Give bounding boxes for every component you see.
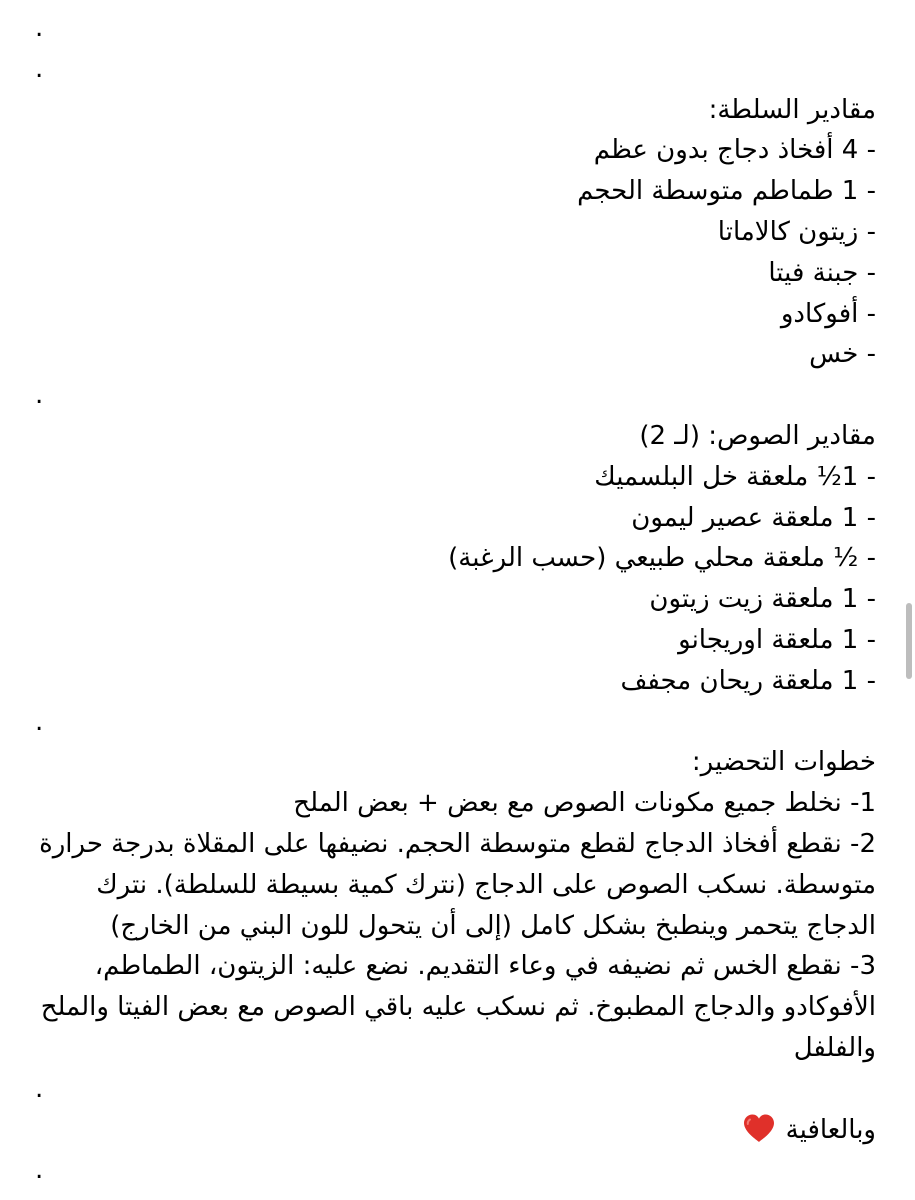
salad-item: - زيتون كالاماتا	[717, 216, 876, 247]
salad-item: - 4 أفخاذ دجاج بدون عظم	[593, 135, 876, 166]
sauce-item: - 1½ ملعقة خل البلسميك	[594, 461, 876, 492]
separator-dot: .	[35, 380, 44, 411]
closing-line	[30, 1110, 876, 1151]
salad-item: - جبنة فيتا	[768, 257, 876, 288]
separator-dot: .	[35, 1073, 44, 1104]
scrollbar[interactable]	[906, 603, 912, 679]
separator-dot: .	[35, 706, 44, 737]
salad-item: - 1 طماطم متوسطة الحجم	[577, 176, 876, 207]
step-item: 2- نقطع أفخاذ الدجاج لقطع متوسطة الحجم. نضيفها على المقلاة بدرجة حرارة متوسطة. نسكب الصوص على الدجاج (نترك كمية بسيطة للسلطة). نترك الدجاج يتحمر وينطبخ بشكل كامل (إلى أن يتحول للون البني من الخارج)	[39, 828, 876, 941]
sauce-item: - 1 ملعقة ريحان مجفف	[620, 665, 876, 696]
salad-heading: مقادير السلطة:	[708, 94, 876, 125]
step-item: 1- نخلط جميع مكونات الصوص مع بعض + بعض الملح	[293, 788, 876, 819]
sauce-item: - ½ ملعقة محلي طبيعي (حسب الرغبة)	[448, 543, 876, 574]
separator-dot: .	[35, 1155, 44, 1186]
sauce-item: - 1 ملعقة زيت زيتون	[649, 584, 876, 615]
step-item: 3- نقطع الخس ثم نضيفه في وعاء التقديم. نضع عليه: الزيتون، الطماطم، الأفوكادو والدجاج المطبوخ. ثم نسكب عليه باقي الصوص مع بعض الفيتا والملح والفلفل	[40, 951, 876, 1063]
steps-heading: خطوات التحضير:	[691, 747, 876, 778]
separator-dot: .	[35, 13, 44, 43]
closing-text: وبالعافية	[785, 1114, 876, 1145]
salad-item: - أفوكادو	[780, 298, 876, 329]
sauce-item: - 1 ملعقة اوريجانو	[678, 624, 876, 655]
sauce-heading: مقادير الصوص: (لـ 2)	[639, 420, 876, 451]
heart-icon	[742, 1113, 776, 1143]
separator-dot: .	[35, 53, 44, 84]
salad-item: - خس	[809, 339, 876, 370]
recipe-note	[30, 8, 876, 1191]
sauce-item: - 1 ملعقة عصير ليمون	[631, 502, 876, 533]
